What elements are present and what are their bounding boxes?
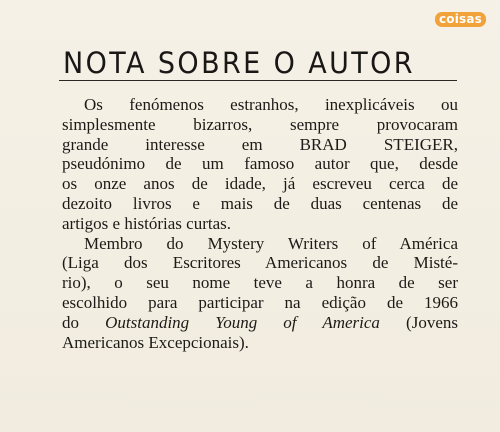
author-note-body: [62, 95, 458, 352]
text-line: grande interesse em BRAD STEIGER,: [62, 134, 458, 154]
text-line: os onze anos de idade, já escreveu cerca de: [62, 174, 458, 194]
text-segment: do: [62, 312, 106, 332]
text-line: Americanos Excepcionais).: [62, 332, 249, 352]
title-underline: [59, 80, 457, 81]
text-line: rio), o seu nome teve a honra de ser: [62, 273, 458, 293]
text-segment: (Jovens: [379, 312, 458, 332]
page-title: NOTA SOBRE O AUTOR: [63, 46, 415, 80]
coisas-stamp-logo: coisas: [435, 12, 486, 27]
text-line: simplesmente bizarros, sempre provocaram: [62, 114, 458, 134]
text-line: Membro do Mystery Writers of América: [84, 233, 458, 253]
text-line: dezoito livros e mais de duas centenas de: [62, 193, 458, 213]
italic-title: Outstanding Young of America: [105, 312, 380, 332]
text-line: escolhido para participar na edição de 1966: [62, 292, 458, 312]
paragraph-2: [62, 234, 458, 353]
text-line: (Liga dos Escritores Americanos de Misté-: [62, 253, 458, 273]
text-line: artigos e histórias curtas.: [62, 213, 232, 233]
text-line-with-italic: [62, 313, 458, 333]
paragraph-1: [62, 95, 458, 234]
text-line: Os fenómenos estranhos, inexplicáveis ou: [84, 95, 458, 114]
text-line: pseudónimo de um famoso autor que, desde: [62, 154, 458, 174]
